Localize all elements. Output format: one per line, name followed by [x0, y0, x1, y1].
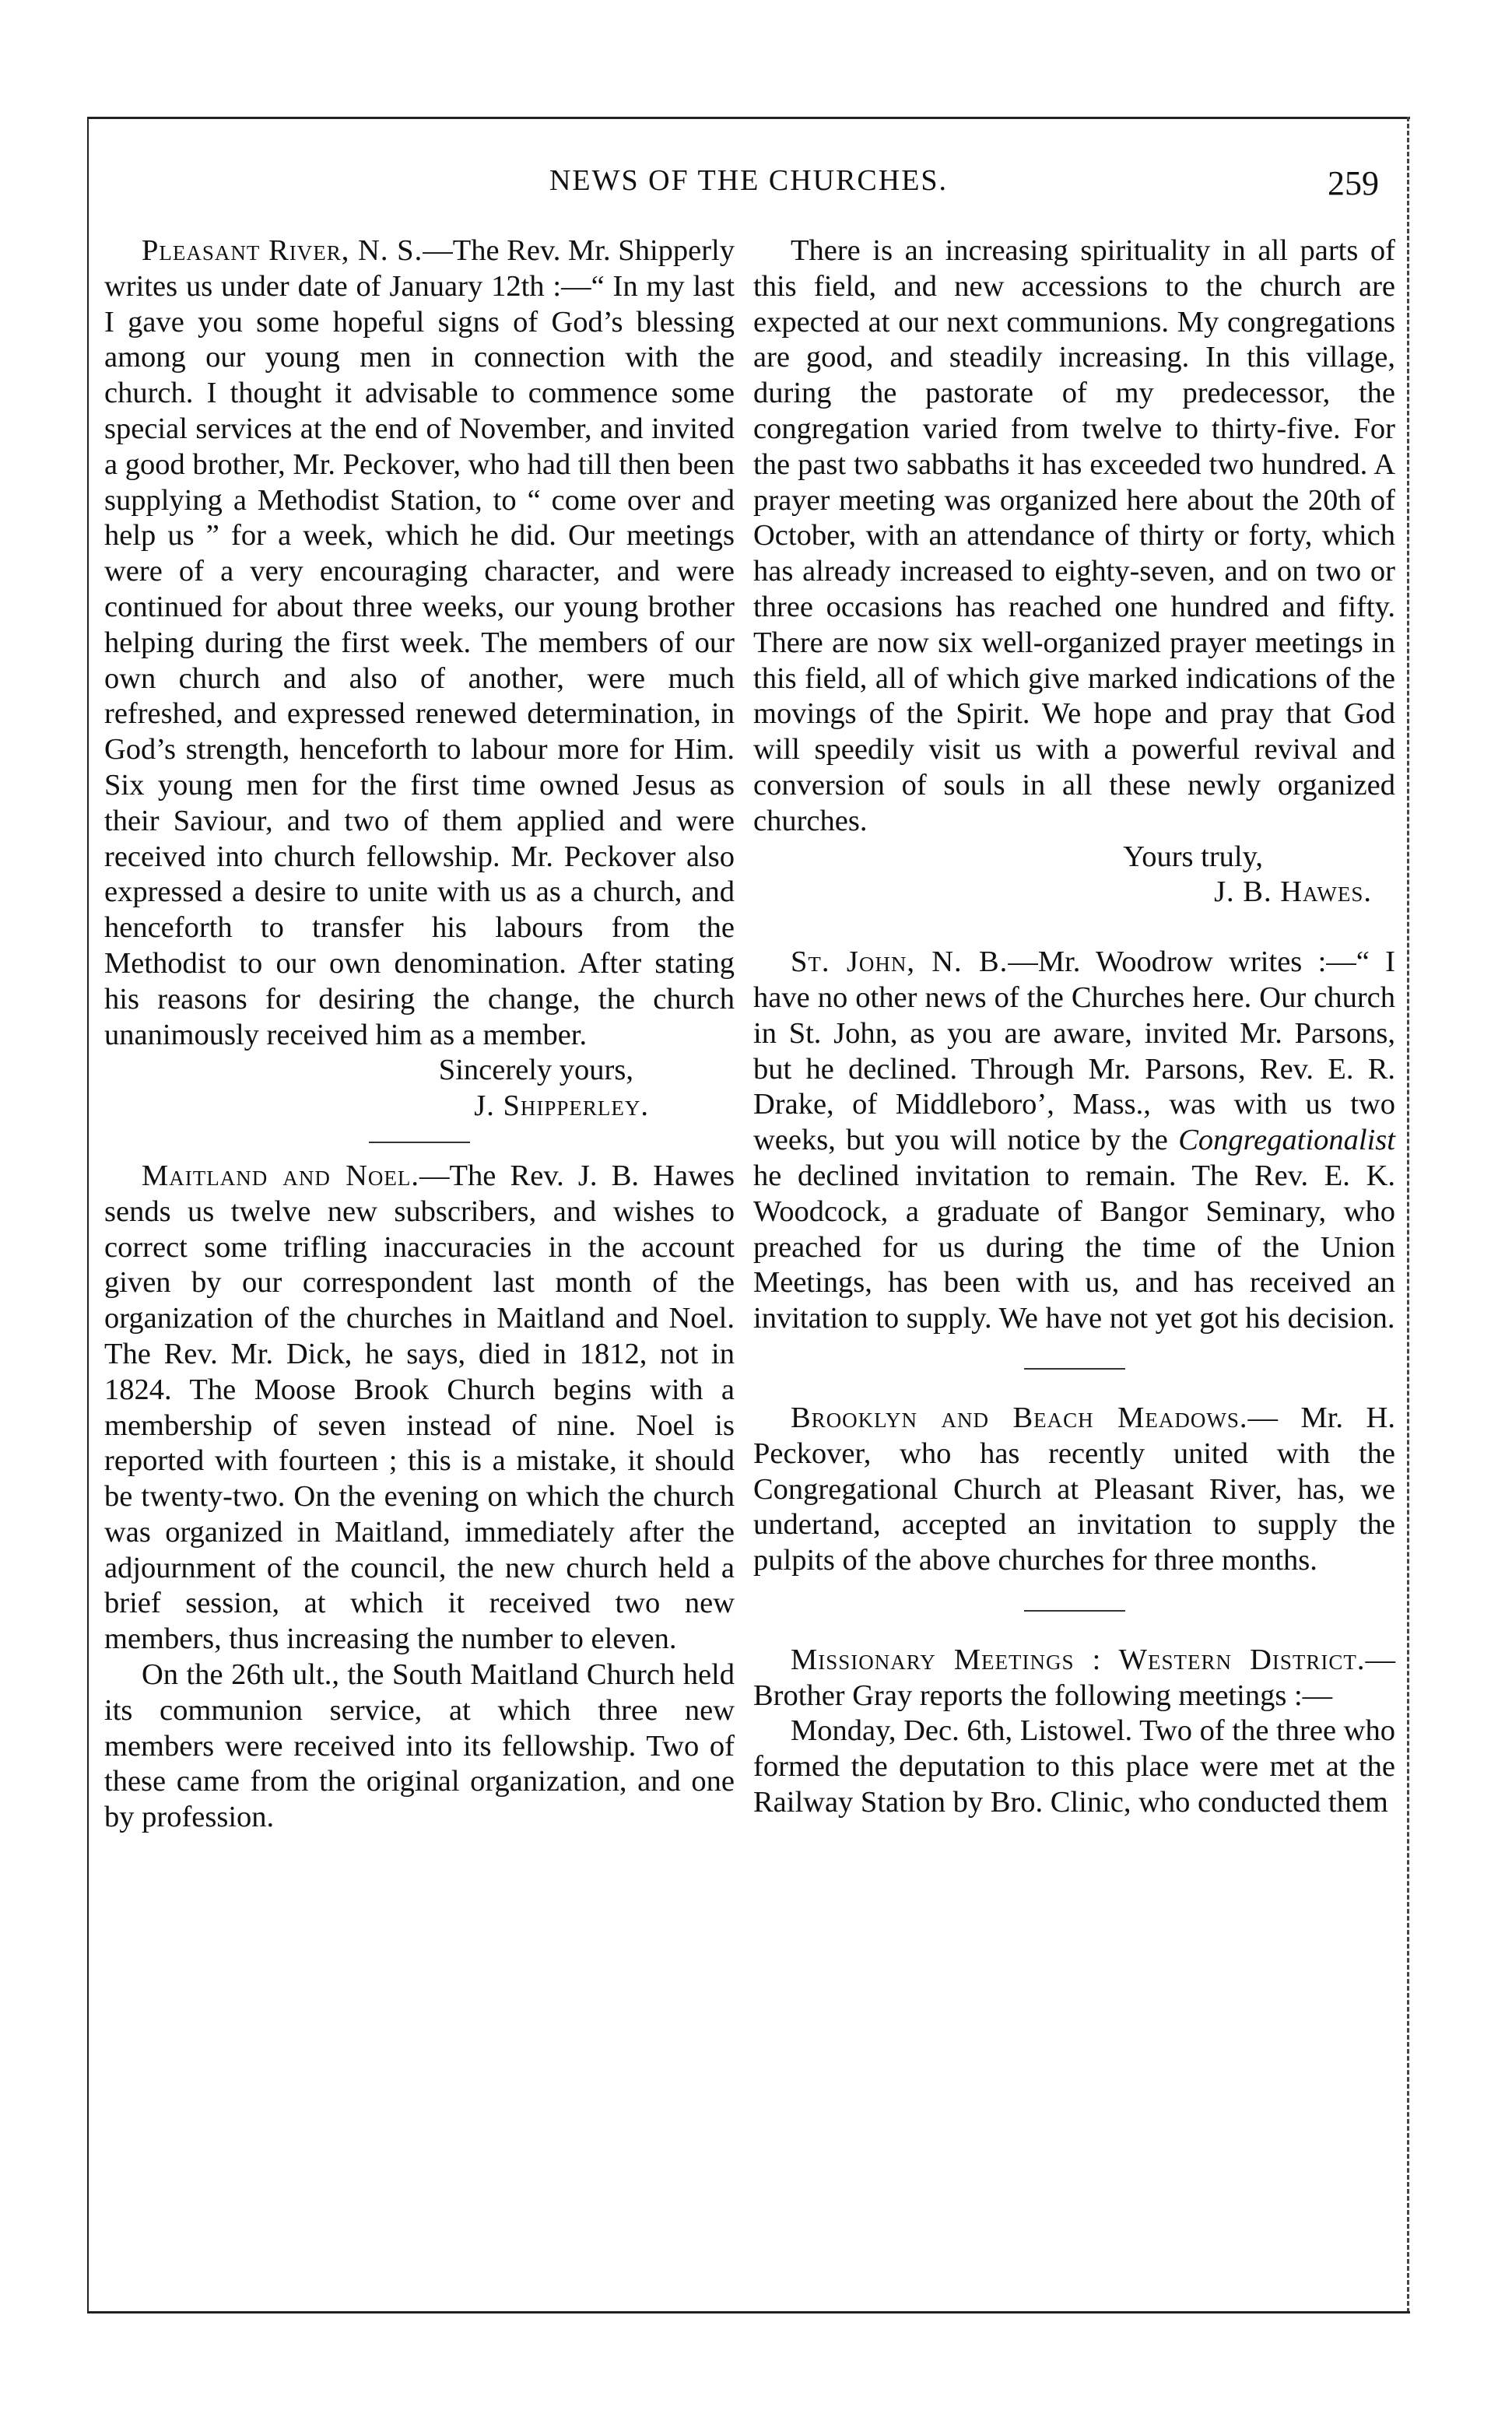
st-john-italic: Congregationalist [1178, 1124, 1395, 1157]
section-divider [1024, 1610, 1125, 1612]
right-column [753, 233, 1395, 1821]
running-title: NEWS OF THE CHURCHES. [549, 164, 949, 197]
st-john-body-b: he declined invitation to remain. The Rev. E. K. Woodcock, a graduate of Bangor Seminary, who preached for us during the time of the Union Meetings, has been with us, and has received an invitation to supply. We have not yet got his decision. [753, 1159, 1395, 1335]
section-divider [1024, 1368, 1125, 1370]
left-rule [87, 117, 89, 2313]
hawes-letter-paragraph: There is an increasing spirituality in all parts of this field, and new accessions to the church are expected at our next communions. My congregations are good, and steadily increasing. In this village, during the pastorate of my predecessor, the congregation varied from twelve to thirty-five. For the past two sabbaths it has exceeded two hundred. A prayer meeting was organized here about the 20th of October, with an attendance of thirty or forty, which has already increased to eighty-seven, and on two or three occasions has reached one hundred and fifty. There are now six well-organized prayer meetings in this field, all of which give marked indications of the movings of the Spirit. We hope and pray that God will speedily visit us with a powerful revival and conversion of souls in all these newly organized churches. [753, 234, 1395, 837]
st-john-heading: St. John, N. B. [791, 945, 1009, 979]
pleasant-river-signature: J. Shipperley. [474, 1089, 649, 1123]
right-rule [1407, 117, 1409, 2313]
pleasant-river-closing: Sincerely yours, [438, 1054, 633, 1087]
pleasant-river-heading: Pleasant River, N. S. [142, 234, 423, 267]
missionary-body: —Brother Gray reports the following meetings :— [753, 1643, 1395, 1712]
brooklyn-paragraph [753, 1401, 1395, 1579]
pleasant-river-paragraph [104, 233, 735, 1053]
page-header [87, 163, 1410, 210]
missionary-paragraph [753, 1643, 1395, 1714]
pleasant-river-body: —The Rev. Mr. Shipperly writes us under date of January 12th :—“ In my last I gave you some hopeful signs of God’s blessing among our young men in connection with the church. I thought it advisable to commence some special services at the end of November, and invited a good brother, Mr. Peckover, who had till then been supplying a Methodist Station, to “ come over and help us ” for a week, which he did. Our meetings were of a very encouraging character, and were continued for about three weeks, our young brother helping during the first week. The members of our own church and also of another, were much refreshed, and expressed renewed determination, in God’s strength, henceforth to labour more for Him. Six young men for the first time owned Jesus as their Saviour, and two of them applied and were received into church fellowship. Mr. Peckover also expressed a desire to unite with us as a church, and henceforth to transfer his labours from the Methodist to our own denomination. After stating his reasons for desiring the change, the church unanimously received him as a member. [104, 234, 735, 1051]
maitland-paragraph-2: On the 26th ult., the South Maitland Church held its communion service, at which three new members were received into its fellowship. Two of these came from the original organization, and one by profession. [104, 1658, 735, 1834]
hawes-letter-signature: J. B. Hawes. [1214, 875, 1372, 909]
brooklyn-heading: Brooklyn and Beach Meadows. [791, 1401, 1248, 1434]
hawes-letter-closing: Yours truly, [1123, 840, 1263, 873]
left-column [104, 233, 735, 1836]
bottom-rule [87, 2311, 1410, 2314]
st-john-body-a: —Mr. Woodrow writes :—“ I have no other news of the Churches here. Our church in St. John, as you are aware, invited Mr. Parsons, but he declined. Through Mr. Parsons, Rev. E. R. Drake, of Middleboro’, Mass., was with us two weeks, but you will notice by the [753, 945, 1395, 1157]
maitland-heading: Maitland and Noel. [142, 1159, 420, 1192]
missionary-heading: Missionary Meetings : Western District. [791, 1643, 1366, 1676]
page-number: 259 [1328, 164, 1379, 202]
brooklyn-body: — Mr. H. Peckover, who has recently united with the Congregational Church at Pleasant River, has, we undertand, accepted an invitation to supply the pulpits of the above churches for three months. [753, 1401, 1395, 1577]
spacer [753, 910, 1395, 945]
top-rule [87, 117, 1410, 119]
missionary-paragraph-2: Monday, Dec. 6th, Listowel. Two of the three who formed the deputation to this place were met at the Railway Station by Bro. Clinic, who conducted them [753, 1714, 1395, 1819]
section-divider [369, 1142, 470, 1143]
maitland-paragraph [104, 1159, 735, 1658]
page [87, 117, 1410, 2319]
maitland-body: —The Rev. J. B. Hawes sends us twelve new subscribers, and wishes to correct some trifling inaccuracies in the account given by our correspondent last month of the organization of the churches in Maitland and Noel. The Rev. Mr. Dick, he says, died in 1812, not in 1824. The Moose Brook Church begins with a membership of seven instead of nine. Noel is reported with fourteen ; this is a mistake, it should be twenty-two. On the evening on which the church was organized in Maitland, immediately after the adjournment of the council, the new church held a brief session, at which it received two new members, thus increasing the number to eleven. [104, 1159, 735, 1656]
st-john-paragraph [753, 945, 1395, 1337]
